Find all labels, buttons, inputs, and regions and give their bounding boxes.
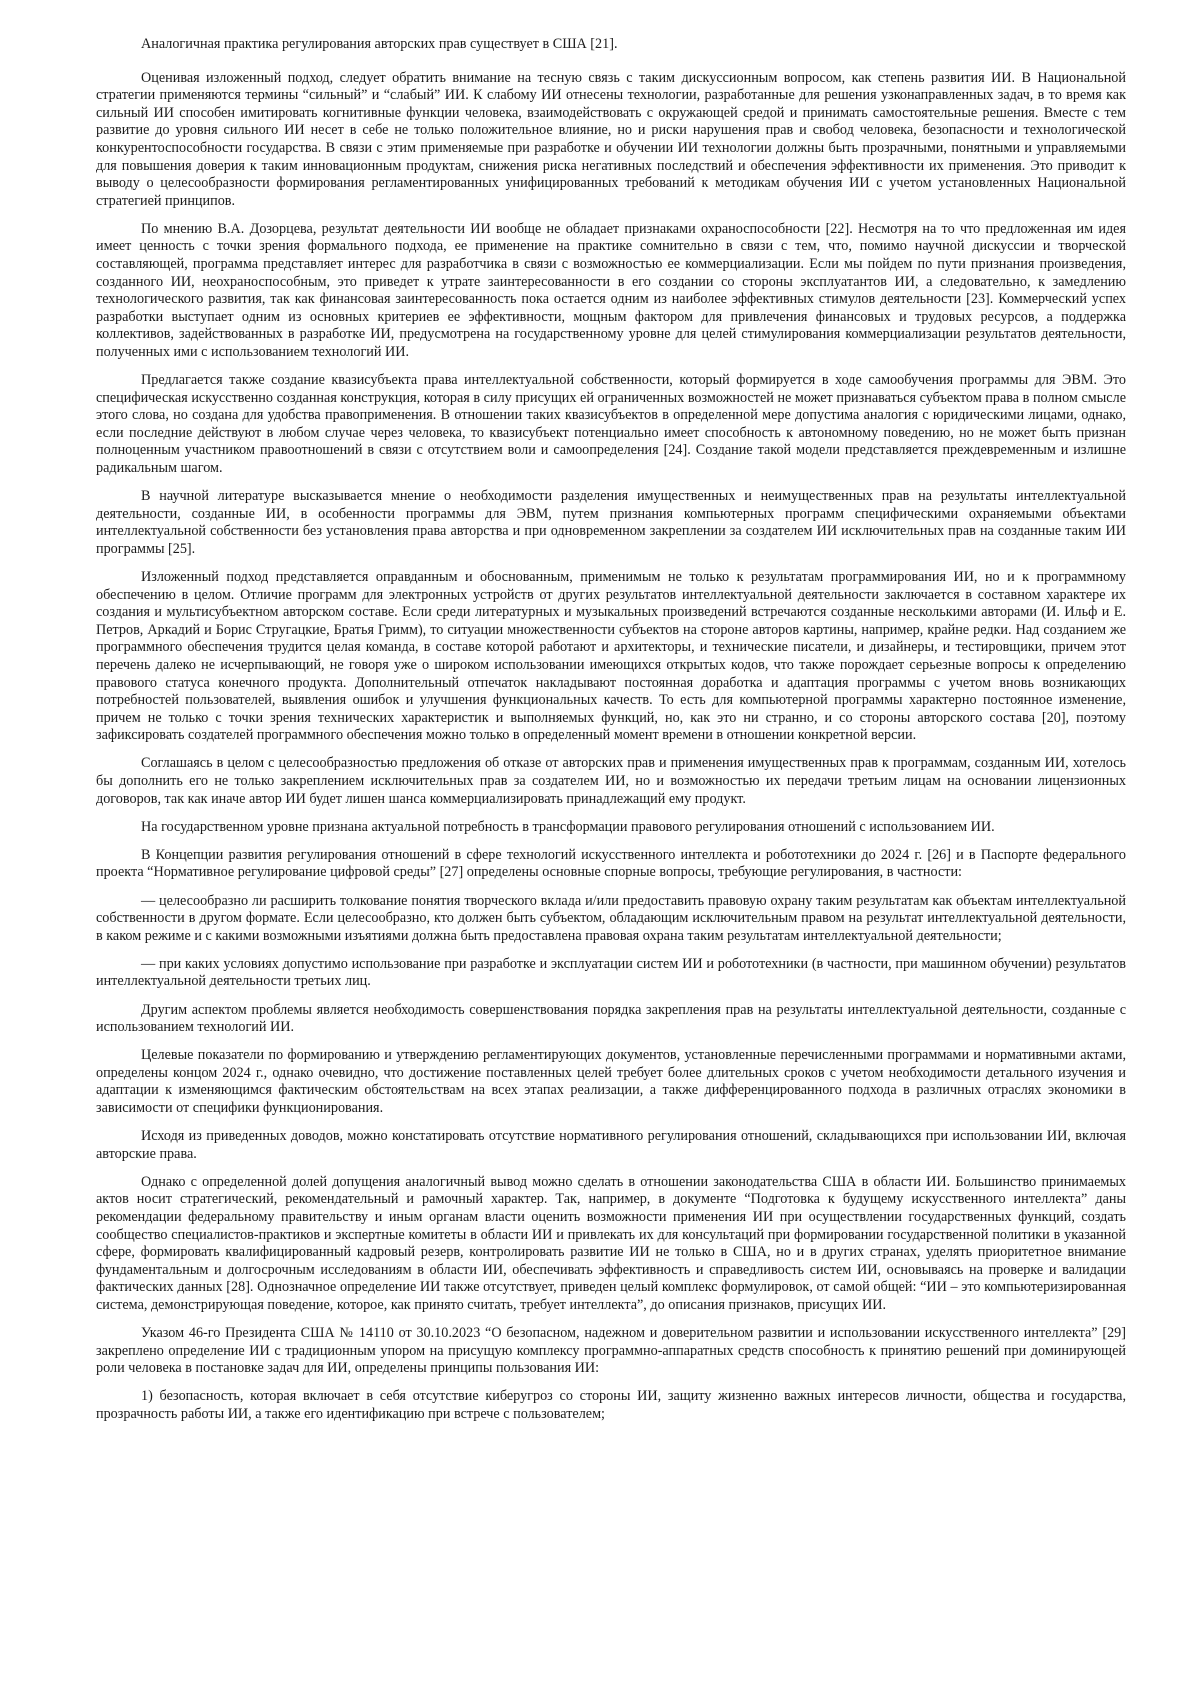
paragraph: Аналогичная практика регулирования авторских прав существует в США [21]. [141,36,618,52]
list-item: — целесообразно ли расширить толкование понятия творческого вклада и/или предоставить правовую охрану таким результатам как объектам интеллектуальной собственности в другом формате. Если целесообразно, кто должен быть субъектом, обладающим исключительным правом на результат интеллектуальной деятельности, в каком режиме и с какими возможными изъятиями должна быть предоставлена правовая охрана таким результатам интеллектуальной деятельности; [96,892,1126,944]
paragraph: В научной литературе высказывается мнение о необходимости разделения имущественных и неимущественных прав на результаты интеллектуальной деятельности, созданные ИИ, в особенности программы для ЭВМ, путем признания компьютерных программ специфическими охраняемыми объектами интеллектуальной собственности без установления права авторства и при одновременном закреплении за создателем ИИ исключительных прав на созданные таким ИИ программы [25]. [96,488,1126,557]
paragraph: Изложенный подход представляется оправданным и обоснованным, применимым не только к результатам программирования ИИ, но и к программному обеспечению в целом. Отличие программ для электронных устройств от других результатов интеллектуальной деятельности заключается в составном характере их создания и мультисубъектном авторском составе. Если среди литературных и музыкальных произведений встречаются созданные несколькими авторами (И. Ильф и Е. Петров, Аркадий и Борис Стругацкие, Братья Гримм), то ситуации множественности субъектов на стороне авторов картины, например, крайне редки. Над созданием же программного обеспечения трудится целая команда, в составе которой работают и архитекторы, и технические писатели, и дизайнеры, и тестировщики, причем этот перечень далеко не исчерпывающий, не говоря уже о широком использовании имеющихся открытых кодов, что также порождает серьезные вопросы к определению правового статуса конечного продукта. Дополнительный отпечаток накладывают постоянная доработка и адаптация программы с учетом вновь возникающих потребностей пользователей, выявления ошибок и улучшения функциональных качеств. То есть для компьютерной программы характерно постоянное изменение, причем не только с точки зрения технических характеристик и выполняемых функций, но, как это ни странно, и со стороны авторского состава [20], поэтому зафиксировать создателей программного обеспечения можно только в определенный момент времени в отношении конкретной версии. [96,569,1126,744]
paragraph: Другим аспектом проблемы является необходимость совершенствования порядка закрепления прав на результаты интеллектуальной деятельности, созданные с использованием технологий ИИ. [96,1001,1126,1036]
list-item: — при каких условиях допустимо использование при разработке и эксплуатации систем ИИ и робототехники (в частности, при машинном обучении) результатов интеллектуальной деятельности третьих лиц. [96,955,1126,990]
paragraph: Целевые показатели по формированию и утверждению регламентирующих документов, установленные перечисленными программами и нормативными актами, определены концом 2024 г., однако очевидно, что достижение поставленных целей требует более длительных сроков с учетом необходимости детального изучения и адаптации к изменяющимся фактическим обстоятельствам на всех этапах реализации, а также дифференцированного подхода в различных отраслях экономики в зависимости от специфики функционирования. [96,1047,1126,1116]
list-item: 1) безопасность, которая включает в себя отсутствие киберугроз со стороны ИИ, защиту жизненно важных интересов личности, общества и государства, прозрачность работы ИИ, а также его идентификацию при встрече с пользователем; [96,1388,1126,1422]
paragraph: По мнению В.А. Дозорцева, результат деятельности ИИ вообще не обладает признаками охраноспособности [22]. Несмотря на то что предложенная им идея имеет ценность с точки зрения формального подхода, ее применение на практике сомнительно в связи с тем, что, помимо научной дискуссии и творческой составляющей, программа представляет интерес для разработчика в связи с возможностью ее коммерциализации. Если мы пойдем по пути признания произведения, созданного ИИ, неохраноспособным, это приведет к утрате заинтересованности в его создании со стороны эксплуатантов ИИ, а следовательно, к замедлению технологического развития, так как финансовая заинтересованность пока остается одним из наиболее эффективных стимулов деятельности [23]. Коммерческий успех разработки выступает одним из основных критериев ее эффективности, мощным фактором для привлечения финансовых и трудовых ресурсов, а поддержка коллективов, задействованных в разработке ИИ, предусмотрена на государственному уровне для целей стимулирования коммерциализации результатов деятельности, полученных ими с использованием технологий ИИ. [96,220,1126,360]
paragraph: На государственном уровне признана актуальной потребность в трансформации правового регулирования отношений с использованием ИИ. [141,818,995,835]
paragraph: Исходя из приведенных доводов, можно констатировать отсутствие нормативного регулирования отношений, складывающихся при использовании ИИ, включая авторские права. [96,1128,1126,1162]
paragraph: Соглашаясь в целом с целесообразностью предложения об отказе от авторских прав и применения имущественных прав к программам, созданным ИИ, хотелось бы дополнить его не только закреплением исключительных прав за создателем ИИ, но и возможностью их передачи третьим лицам на основании лицензионных договоров, так как иначе автор ИИ будет лишен шанса коммерциализировать принадлежащий ему продукт. [96,755,1126,807]
paragraph: Предлагается также создание квазисубъекта права интеллектуальной собственности, который формируется в ходе самообучения программы для ЭВМ. Это специфическая искусственно созданная конструкция, которая в силу присущих ей ограниченных возможностей не может признаваться субъектом права в полном смысле этого слова, но создана для удобства правоприменения. В отношении таких квазисубъектов в определенной мере допустима аналогия с юридическими лицами, однако, если последние действуют в любом случае через человека, то квазисубъект потенциально имеет способность к автономному поведению, но не может быть признан полноценным участником правоотношений в связи с отсутствием воли и самоопределения [24]. Создание такой модели представляется преждевременным и излишне радикальным шагом. [96,372,1126,477]
paragraph: Однако с определенной долей допущения аналогичный вывод можно сделать в отношении законодательства США в области ИИ. Большинство принимаемых актов носит стратегический, рекомендательный и рамочный характер. Так, например, в документе “Подготовка к будущему искусственного интеллекта” даны рекомендации федеральному правительству и иным органам власти оценить возможности применения ИИ при осуществлении государственных функций, создать сообщество специалистов-практиков и экспертные комитеты в области ИИ и привлекать их для консультаций при формировании государственной политики в указанной сфере, формировать квалифицированный кадровый резерв, контролировать развитие ИИ не только в США, но и в других странах, уделять приоритетное внимание фундаментальным и долгосрочным исследованиям в области ИИ, обеспечивать эффективность и справедливость систем ИИ, основываясь на проверке и валидации фактических данных [28]. Однозначное определение ИИ также отсутствует, приведен целый комплекс формулировок, от самой общей: “ИИ – это компьютеризированная система, демонстрирующая поведение, которое, как принято считать, требует интеллекта”, до описания признаков, присущих ИИ. [96,1173,1126,1313]
paragraph: Указом 46-го Президента США № 14110 от 30.10.2023 “О безопасном, надежном и доверительном развитии и использовании искусственного интеллекта” [29] закреплено определение ИИ с традиционным упором на присущую комплексу программно-аппаратных средств способность к принятию решений при доминирующей роли человека в постановке задач для ИИ, определены принципы пользования ИИ: [96,1325,1126,1377]
paragraph: В Концепции развития регулирования отношений в сфере технологий искусственного интеллекта и робототехники до 2024 г. [26] и в Паспорте федерального проекта “Нормативное регулирование цифровой среды” [27] определены основные спорные вопросы, требующие регулирования, в частности: [96,846,1126,881]
document-page [96,36,1126,1434]
paragraph: Оценивая изложенный подход, следует обратить внимание на тесную связь с таким дискуссионным вопросом, как степень развития ИИ. В Национальной стратегии применяются термины “сильный” и “слабый” ИИ. К слабому ИИ отнесены технологии, разработанные для решения узконаправленных задач, в то время как сильный ИИ способен имитировать когнитивные функции человека, взаимодействовать с окружающей средой и принимать самостоятельные решения. Вместе с тем развитие до уровня сильного ИИ несет в себе не только положительное влияние, но и риски нарушения прав и свобод человека, безопасности и технологической конкурентоспособности государства. В связи с этим применяемые при разработке и обучении ИИ технологии должны быть прозрачными, понятными и управляемыми для повышения доверия к таким инновационным продуктам, снижения риска негативных последствий и обеспечения эффективности их применения. Это приводит к выводу о целесообразности формирования регламентированных унифицированных требований к методикам обучения ИИ с учетом установленных Национальной стратегией принципов. [96,69,1126,209]
